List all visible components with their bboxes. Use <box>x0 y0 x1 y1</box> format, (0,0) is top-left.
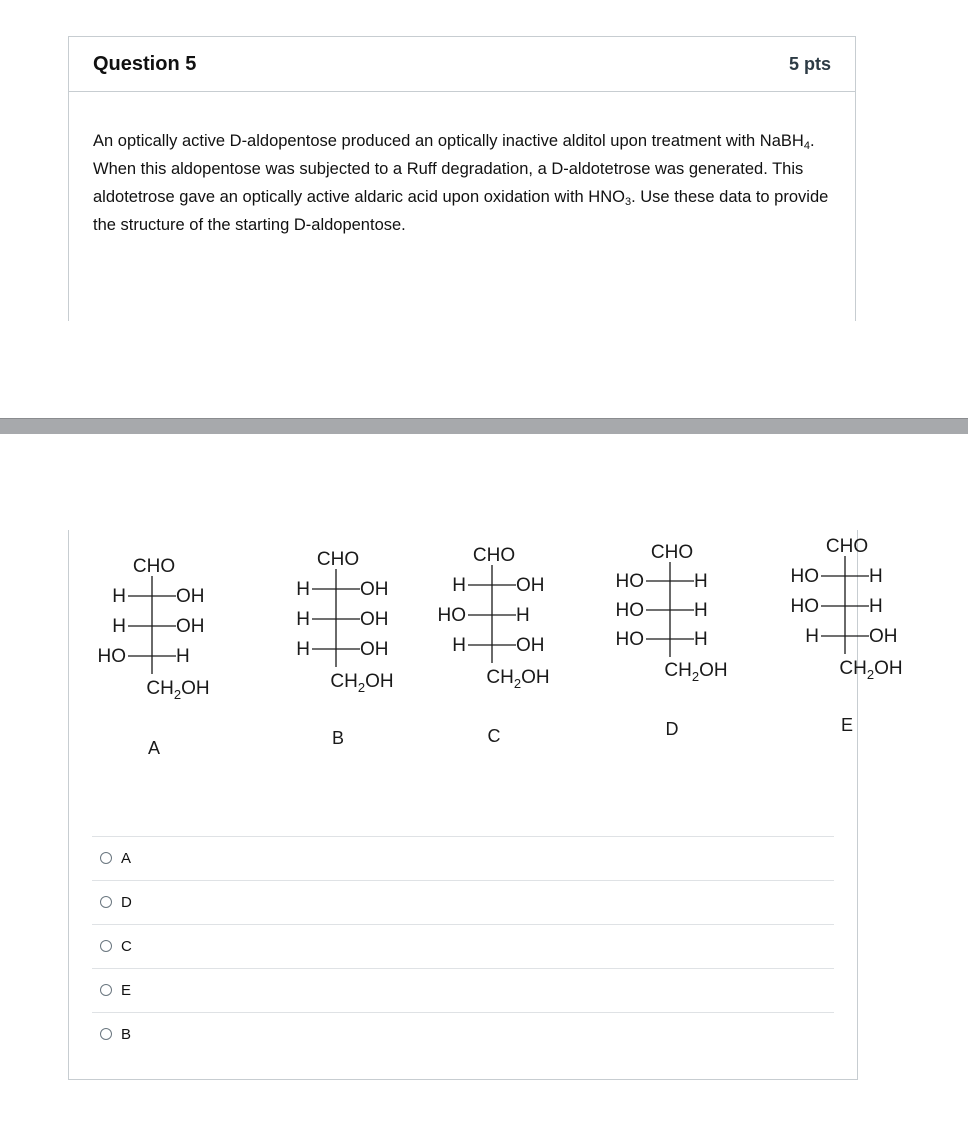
answer-label: D <box>121 894 132 911</box>
structure-a-left-3: HO <box>97 646 126 667</box>
structure-d-right-3: H <box>694 629 708 650</box>
answer-option-1[interactable] <box>92 836 834 880</box>
structure-b-right-2: OH <box>360 609 389 630</box>
structure-a-right-3: H <box>176 646 190 667</box>
structure-d-right-1: H <box>694 571 708 592</box>
answer-label: C <box>121 938 132 955</box>
structure-a-left-1: H <box>112 586 126 607</box>
radio-button[interactable] <box>100 1028 112 1040</box>
structure-c-right-1: OH <box>516 575 545 596</box>
structure-a-top-group: CHO <box>132 556 176 577</box>
answer-option-5[interactable] <box>92 1012 834 1056</box>
structure-b-left-3: H <box>296 639 310 660</box>
answer-label: E <box>121 982 132 999</box>
structure-e-right-3: OH <box>869 626 898 647</box>
structure-e-label: E <box>840 715 854 735</box>
structure-e-right-1: H <box>869 566 883 587</box>
structure-c-top-group: CHO <box>472 545 516 566</box>
structure-e-right-2: H <box>869 596 883 617</box>
radio-button[interactable] <box>100 940 112 952</box>
structure-c-right-3: OH <box>516 635 545 656</box>
structure-b-label: B <box>331 728 345 748</box>
structure-b-bottom-group: $CH_2OH$ <box>330 671 394 695</box>
structure-d-top-group: CHO <box>650 542 694 563</box>
question-text-sub-1: 4 <box>803 140 810 152</box>
structure-b-top-group: CHO <box>316 549 360 570</box>
question-text <box>93 127 833 239</box>
structure-c-bottom-group: $CH_2OH$ <box>486 667 550 691</box>
structure-b-left-2: H <box>296 609 310 630</box>
structure-d-bottom-group: $CH_2OH$ <box>664 660 728 684</box>
question-text-part-1: An optically active D-aldopentose produced an optically inactive alditol upon treatment with NaBH <box>93 132 804 150</box>
question-text-part-2: . When this aldopentose was subjected to a Ruff degradation, a D-aldotetrose was generated. This aldotetrose gave an optically active aldaric acid upon oxidation with HNO <box>93 132 815 206</box>
structure-d-left-2: HO <box>615 600 644 621</box>
structure-b-left-1: H <box>296 579 310 600</box>
section-divider <box>0 418 968 434</box>
structure-b-right-1: OH <box>360 579 389 600</box>
structure-e-left-1: HO <box>790 566 819 587</box>
structure-a-right-2: OH <box>176 616 205 637</box>
question-points: 5 pts <box>788 54 831 74</box>
structure-a-left-2: H <box>112 616 126 637</box>
structure-c-left-2: HO <box>437 605 466 626</box>
structure-c-label: C <box>487 726 501 746</box>
structure-d-label: D <box>665 719 679 739</box>
structure-e-bottom-group: $CH_2OH$ <box>839 658 903 682</box>
answer-option-2[interactable] <box>92 880 834 924</box>
question-card <box>68 36 856 321</box>
answer-list <box>92 836 834 1056</box>
answer-label: A <box>121 850 132 867</box>
structure-a-label: A <box>147 738 161 758</box>
structure-e-left-2: HO <box>790 596 819 617</box>
answer-option-4[interactable] <box>92 968 834 1012</box>
structure-c-left-3: H <box>452 635 466 656</box>
question-title: Question 5 <box>93 53 197 75</box>
answer-label: B <box>121 1026 132 1043</box>
structure-a-right-1: OH <box>176 586 205 607</box>
structure-e-top-group: CHO <box>825 536 869 557</box>
question-header <box>69 37 855 92</box>
structure-b-right-3: OH <box>360 639 389 660</box>
structure-d-right-2: H <box>694 600 708 621</box>
fischer-projections <box>0 530 968 780</box>
structure-c-right-2: H <box>516 605 530 626</box>
structure-e-left-3: H <box>805 626 819 647</box>
radio-button[interactable] <box>100 896 112 908</box>
radio-button[interactable] <box>100 852 112 864</box>
structure-a-bottom-group: $CH_2OH$ <box>146 678 210 702</box>
structure-d-left-1: HO <box>615 571 644 592</box>
question-text-sub-2: 3 <box>624 196 632 208</box>
structure-c-left-1: H <box>452 575 466 596</box>
radio-button[interactable] <box>100 984 112 996</box>
answer-option-3[interactable] <box>92 924 834 968</box>
question-text-part-3: . Use these data to provide the structure of the starting D-aldopentose. <box>93 188 829 234</box>
structure-d-left-3: HO <box>615 629 644 650</box>
